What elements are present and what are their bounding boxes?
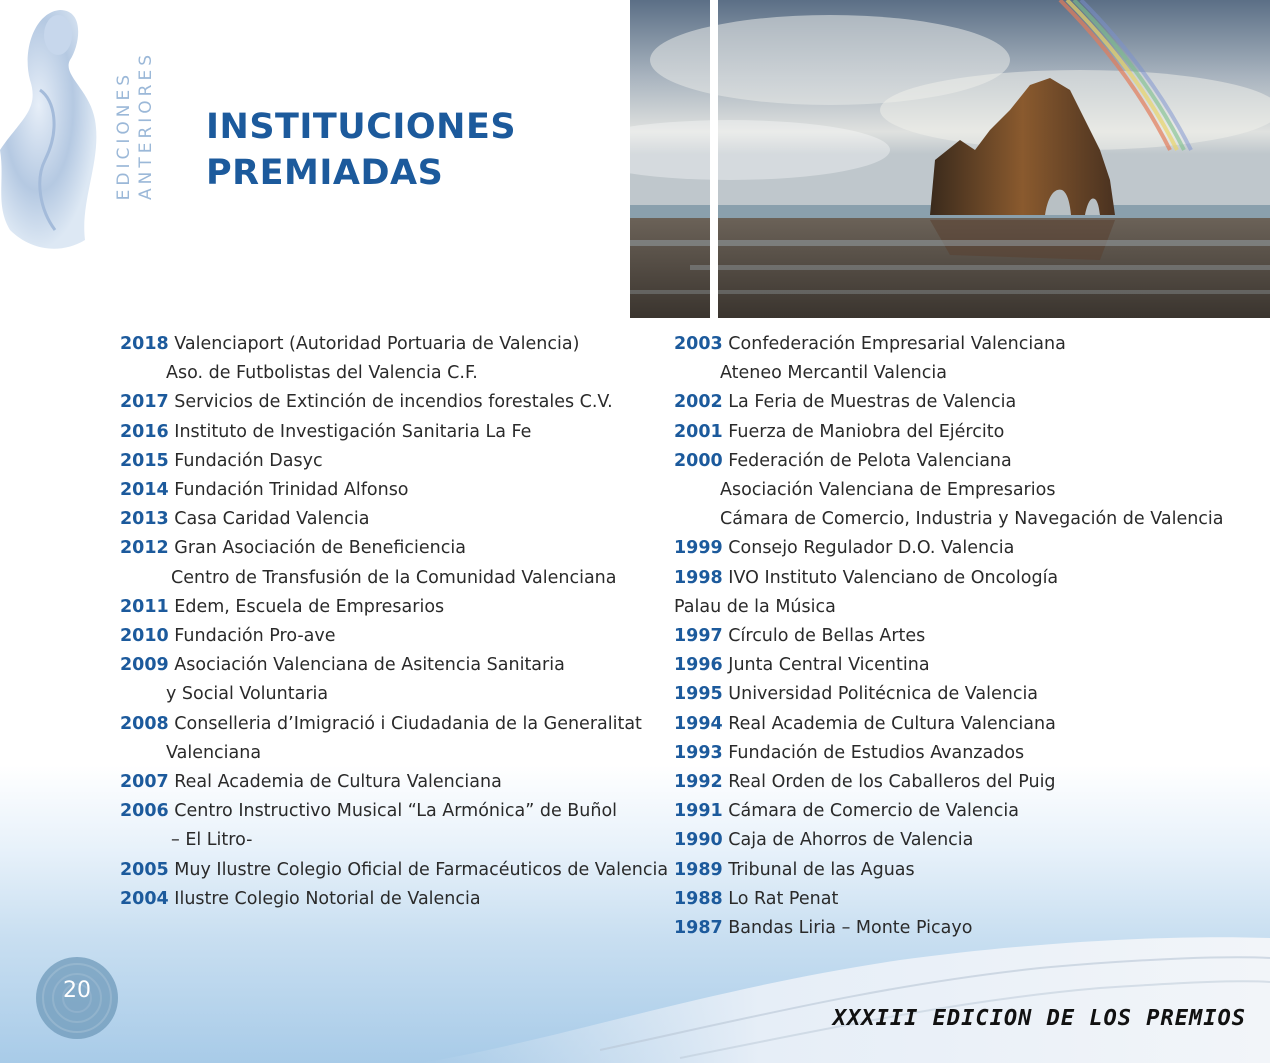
award-year: 2018 [120,334,169,354]
list-item [674,622,1264,651]
award-year: 2017 [120,392,169,413]
institution-name: Casa Caridad Valencia [174,509,370,530]
institution-name: Consejo Regulador D.O. Valencia [728,538,1015,559]
list-item [674,476,1264,505]
list-item [120,680,640,709]
list-item [120,505,640,534]
institution-name: Real Academia de Cultura Valenciana [174,772,502,793]
list-item [674,388,1264,417]
institution-name: Ateneo Mercantil Valencia [720,363,947,384]
institution-name: Caja de Ahorros de Valencia [728,830,974,851]
institution-name: Fundación Dasyc [174,450,323,471]
institution-name: Gran Asociación de Beneficiencia [174,538,466,559]
award-year: 2004 [120,888,169,909]
award-year: 1999 [674,538,723,559]
award-year: 1997 [674,626,723,647]
right-column [674,330,1264,943]
title-line1: INSTITUCIONES [206,107,517,147]
institution-name: Valenciaport (Autoridad Portuaria de Valencia) [174,334,580,354]
rock-arch-photo [630,0,1270,318]
left-column [120,330,669,914]
institution-name: Lo Rat Penat [728,888,839,909]
award-year: 2015 [120,450,169,471]
institution-name: Asociación Valenciana de Asitencia Sanitaria [174,655,565,676]
institution-name: – El Litro- [171,830,253,851]
institution-name: Cámara de Comercio de Valencia [728,801,1019,822]
institution-name: Instituto de Investigación Sanitaria La Fe [174,421,532,442]
list-item [120,593,640,622]
list-item [120,447,640,476]
award-year: 1996 [674,655,723,676]
institution-name: Fuerza de Maniobra del Ejército [728,421,1005,442]
award-year: 2002 [674,392,723,413]
list-item [120,826,640,855]
institution-name: Bandas Liria – Monte Picayo [728,918,973,939]
institution-name: Conselleria d’Imigració i Ciudadania de la Generalitat [174,713,642,734]
award-year: 2003 [674,334,723,354]
list-item [674,651,1264,680]
list-item [120,622,640,651]
list-item [120,651,640,680]
list-item [674,418,1264,447]
award-year: 2008 [120,713,169,734]
list-item [674,593,1264,622]
institution-name: IVO Instituto Valenciano de Oncología [728,567,1059,588]
institution-name: Cámara de Comercio, Industria y Navegación de Valencia [720,509,1224,530]
list-item [674,885,1264,914]
institution-name: Edem, Escuela de Empresarios [174,596,445,617]
list-item [674,710,1264,739]
list-item [120,564,640,593]
institution-name: Confederación Empresarial Valenciana [728,334,1066,354]
institution-name: Ilustre Colegio Notorial de Valencia [174,888,481,909]
award-year: 1994 [674,713,723,734]
institution-name: Servicios de Extinción de incendios forestales C.V. [174,392,613,413]
page-title [206,104,516,196]
award-year: 1988 [674,888,723,909]
bottom-wave-decoration [0,930,1270,1063]
list-item [120,856,669,885]
section-label-line2: ANTERIORES [136,50,156,200]
award-year: 1992 [674,772,723,793]
award-year: 1991 [674,801,723,822]
award-year: 2011 [120,596,169,617]
list-item [120,388,640,417]
award-year: 2000 [674,450,723,471]
list-item [674,739,1264,768]
institution-name: Federación de Pelota Valenciana [728,450,1012,471]
institution-name: Tribunal de las Aguas [728,859,915,880]
institution-name: Real Orden de los Caballeros del Puig [728,772,1056,793]
institution-name: Junta Central Vicentina [728,655,930,676]
list-item [120,768,640,797]
award-year: 1987 [674,918,723,939]
institution-name: Fundación Trinidad Alfonso [174,480,409,501]
institution-name: Aso. de Futbolistas del Valencia C.F. [166,363,478,384]
institution-name: Centro Instructivo Musical “La Armónica” de Buñol [174,801,618,822]
institution-name: Valenciana [166,742,262,763]
award-year: 1989 [674,859,723,880]
list-item [674,564,1264,593]
list-item [120,418,640,447]
institution-name: Real Academia de Cultura Valenciana [728,713,1056,734]
list-item [120,885,640,914]
edition-label: XXXIII EDICION DE LOS PREMIOS [832,1006,1246,1031]
list-item [674,534,1264,563]
list-item [674,330,1264,359]
title-line2: PREMIADAS [206,153,444,193]
sculpture-image [0,0,115,260]
institution-name: Centro de Transfusión de la Comunidad Valenciana [171,567,617,588]
award-year: 1995 [674,684,723,705]
award-year: 2006 [120,801,169,822]
list-item [120,359,640,388]
list-item [120,534,640,563]
list-item [120,739,640,768]
list-item [674,680,1264,709]
award-year: 2016 [120,421,169,442]
award-year: 2001 [674,421,723,442]
list-item [674,856,1264,885]
list-item [120,797,640,826]
list-item [674,826,1264,855]
award-year: 1998 [674,567,723,588]
award-year: 2013 [120,509,169,530]
institution-name: y Social Voluntaria [166,684,329,705]
section-label [112,40,164,200]
award-year: 2012 [120,538,169,559]
award-year: 2007 [120,772,169,793]
section-label-line1: EDICIONES [114,70,134,200]
list-item [674,359,1264,388]
institution-name: La Feria de Muestras de Valencia [728,392,1017,413]
page-number: 20 [63,978,91,1003]
institution-name: Fundación Pro-ave [174,626,336,647]
award-year: 1990 [674,830,723,851]
award-year: 2010 [120,626,169,647]
list-item [674,797,1264,826]
institution-name: Círculo de Bellas Artes [728,626,926,647]
institution-name: Palau de la Música [674,596,836,617]
institution-name: Muy Ilustre Colegio Oficial de Farmacéuticos de Valencia [174,859,669,880]
award-year: 2009 [120,655,169,676]
list-item [674,768,1264,797]
award-year: 2005 [120,859,169,880]
institution-name: Universidad Politécnica de Valencia [728,684,1039,705]
list-item [674,505,1264,534]
list-item [120,476,640,505]
list-item [674,447,1264,476]
list-item [120,710,640,739]
award-year: 1993 [674,742,723,763]
institution-name: Fundación de Estudios Avanzados [728,742,1025,763]
photo-divider [710,0,718,318]
institution-name: Asociación Valenciana de Empresarios [720,480,1056,501]
award-year: 2014 [120,480,169,501]
list-item [120,330,640,359]
